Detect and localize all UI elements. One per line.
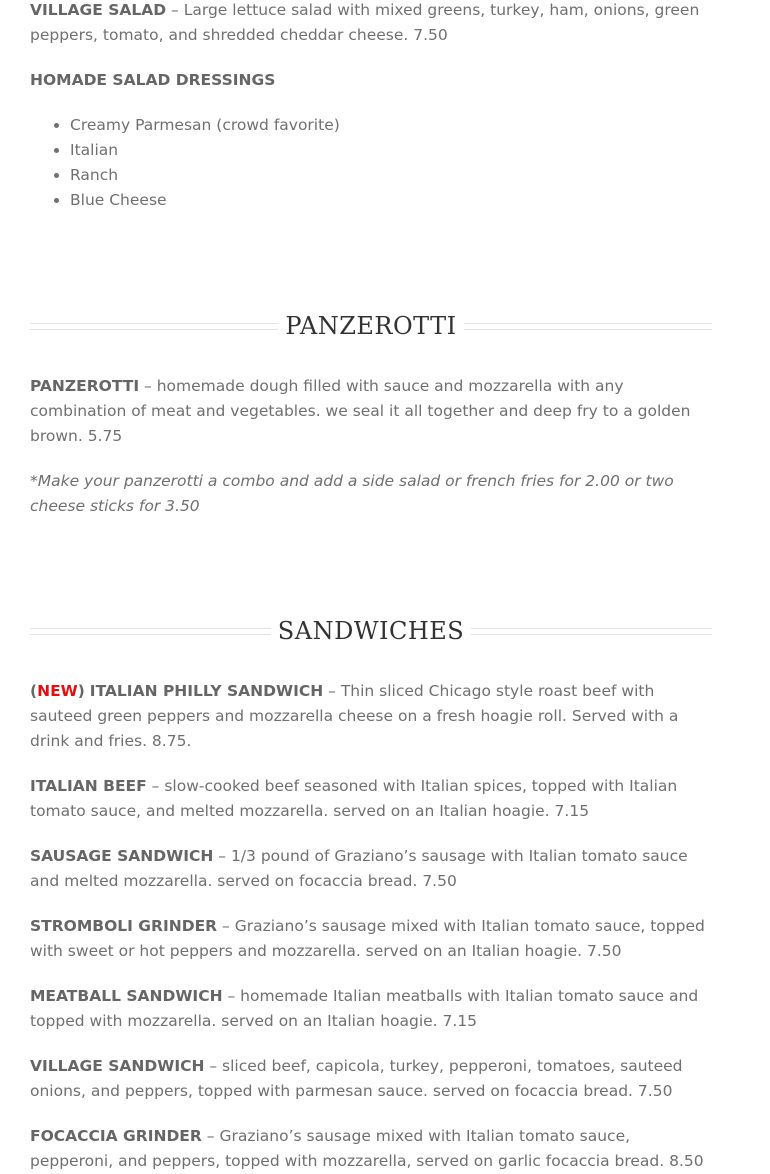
- item-name: PANZEROTTI: [30, 377, 140, 395]
- list-item: • Italian: [70, 138, 712, 163]
- section-header-sandwiches: [30, 616, 712, 646]
- divider: [30, 628, 271, 635]
- new-badge: NEW: [37, 682, 78, 700]
- item-name: ITALIAN PHILLY SANDWICH: [89, 682, 324, 700]
- menu-page: [30, 0, 712, 1174]
- item-name: FOCACCIA GRINDER: [30, 1127, 202, 1145]
- new-paren-open: (: [30, 682, 38, 700]
- item-name: VILLAGE SANDWICH: [30, 1057, 205, 1075]
- dressings-list: [30, 113, 712, 213]
- menu-item-panzerotti: [30, 374, 712, 449]
- note-text: Make your panzerotti a combo and add a side salad or french fries for 2.00 or two cheese sticks for 3.50: [30, 472, 674, 515]
- menu-item-village-salad: [30, 0, 712, 48]
- item-name: STROMBOLI GRINDER: [30, 917, 218, 935]
- divider: [471, 628, 712, 635]
- dressings-heading: [30, 68, 712, 93]
- divider: [30, 323, 278, 330]
- menu-item-sausage-sandwich: [30, 844, 712, 894]
- list-item: • Ranch: [70, 163, 712, 188]
- note-asterisk: *: [30, 472, 38, 490]
- dressings-heading-text: HOMADE SALAD DRESSINGS: [30, 71, 276, 89]
- section-title: SANDWICHES: [277, 617, 465, 645]
- item-description: – slow-cooked beef seasoned with Italian spices, topped with Italian tomato sauce, and melted mozzarella. served on an Italian hoagie. 7.15: [30, 777, 678, 820]
- item-description: – sliced beef, capicola, turkey, pepperoni, tomatoes, sauteed onions, and peppers, topped with parmesan sauce. served on focaccia bread. 7.50: [30, 1057, 683, 1100]
- list-item: • Creamy Parmesan (crowd favorite): [70, 113, 712, 138]
- item-name: VILLAGE SALAD: [30, 1, 167, 19]
- item-description: – homemade Italian meatballs with Italian tomato sauce and topped with mozzarella. served on an Italian hoagie. 7.15: [30, 987, 699, 1030]
- section-title: PANZEROTTI: [285, 312, 457, 340]
- divider: [464, 323, 712, 330]
- list-item: • Blue Cheese: [70, 188, 712, 213]
- panzerotti-combo-note: [30, 469, 712, 519]
- item-description: – Graziano’s sausage mixed with Italian tomato sauce, topped with sweet or hot peppers and mozzarella. served on an Italian hoagie. 7.50: [30, 917, 705, 960]
- menu-item-village-sandwich: [30, 1054, 712, 1104]
- item-description: – Graziano’s sausage mixed with Italian tomato sauce, pepperoni, and peppers, topped with mozzarella, served on garlic focaccia bread. 8.50: [30, 1127, 704, 1170]
- menu-item-focaccia-grinder: [30, 1124, 712, 1174]
- section-header-panzerotti: [30, 311, 712, 341]
- menu-item-meatball-sandwich: [30, 984, 712, 1034]
- item-name: ITALIAN BEEF: [30, 777, 147, 795]
- menu-item-italian-philly: [30, 679, 712, 754]
- item-description: – 1/3 pound of Graziano’s sausage with Italian tomato sauce and melted mozzarella. served on focaccia bread. 7.50: [30, 847, 688, 890]
- item-description: – Large lettuce salad with mixed greens, turkey, ham, onions, green peppers, tomato, and shredded cheddar cheese. 7.50: [30, 1, 700, 44]
- menu-item-italian-beef: [30, 774, 712, 824]
- new-paren-close: ): [77, 682, 85, 700]
- item-name: MEATBALL SANDWICH: [30, 987, 223, 1005]
- item-description: – homemade dough filled with sauce and mozzarella with any combination of meat and vegetables. we seal it all together and deep fry to a golden brown. 5.75: [30, 377, 691, 445]
- item-name: SAUSAGE SANDWICH: [30, 847, 214, 865]
- menu-item-stromboli-grinder: [30, 914, 712, 964]
- item-description: – Thin sliced Chicago style roast beef with sauteed green peppers and mozzarella cheese on a fresh hoagie roll. Served with a drink and fries. 8.75.: [30, 682, 679, 750]
